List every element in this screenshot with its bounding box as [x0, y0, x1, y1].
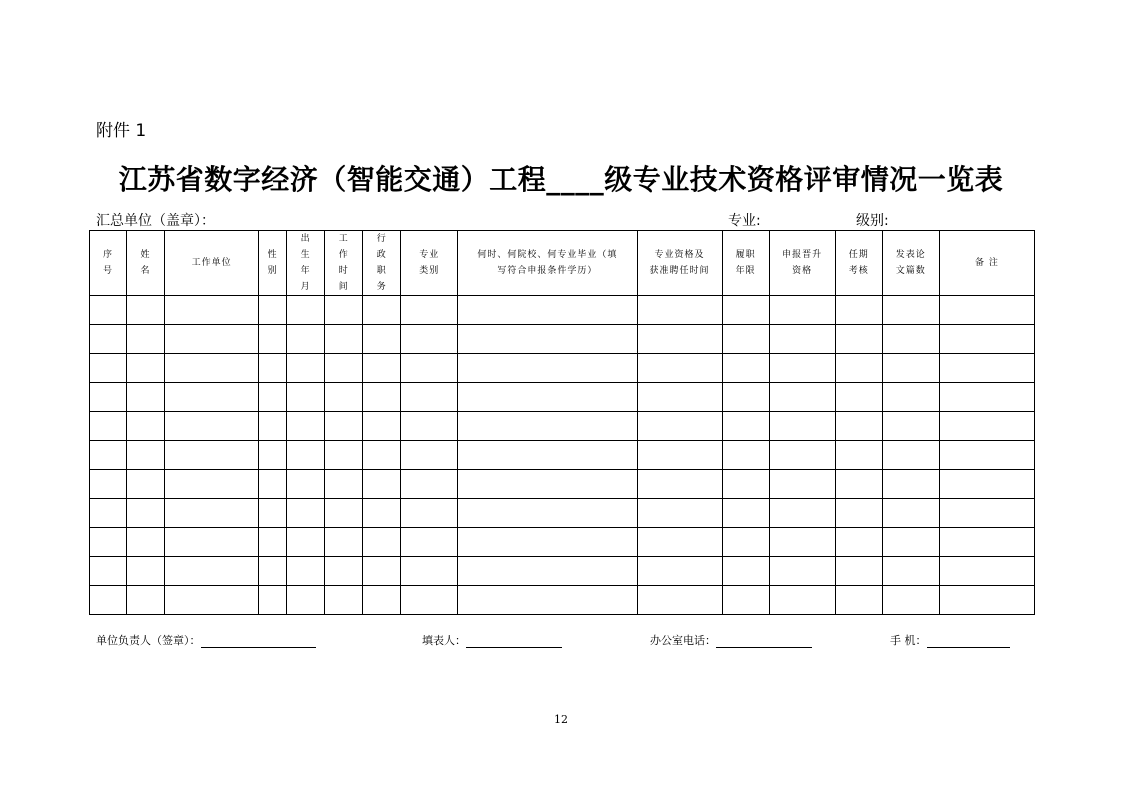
table-cell[interactable]: [165, 528, 259, 557]
table-row: [90, 470, 1035, 499]
table-cell[interactable]: [259, 325, 287, 354]
table-cell[interactable]: [939, 383, 1034, 412]
table-cell[interactable]: [325, 586, 363, 615]
table-cell[interactable]: [259, 586, 287, 615]
table-cell[interactable]: [637, 557, 722, 586]
column-header: 工 作 时 间: [325, 231, 363, 296]
table-cell[interactable]: [401, 557, 458, 586]
form-filler-line[interactable]: [466, 636, 562, 648]
table-cell[interactable]: [939, 325, 1034, 354]
table-row: [90, 325, 1035, 354]
review-summary-table: [89, 230, 1035, 615]
table-cell[interactable]: [325, 296, 363, 325]
table-cell[interactable]: [127, 528, 165, 557]
table-cell[interactable]: [939, 412, 1034, 441]
table-cell[interactable]: [325, 499, 363, 528]
table-cell[interactable]: [363, 325, 401, 354]
mobile-field: [890, 632, 1010, 648]
table-cell[interactable]: [458, 499, 637, 528]
table-cell[interactable]: [769, 296, 835, 325]
table-cell[interactable]: [287, 354, 325, 383]
table-cell[interactable]: [835, 499, 882, 528]
table-cell[interactable]: [769, 586, 835, 615]
table-row: [90, 557, 1035, 586]
table-cell[interactable]: [458, 383, 637, 412]
table-cell[interactable]: [637, 354, 722, 383]
table-cell[interactable]: [835, 296, 882, 325]
column-header: 何时、何院校、何专业毕业（填 写符合申报条件学历）: [458, 231, 637, 296]
table-cell[interactable]: [882, 528, 939, 557]
attachment-label: 附件 1: [96, 121, 147, 141]
table-cell[interactable]: [882, 470, 939, 499]
table-cell[interactable]: [363, 528, 401, 557]
table-row: [90, 354, 1035, 383]
table-cell[interactable]: [835, 557, 882, 586]
table-cell[interactable]: [165, 325, 259, 354]
table-cell[interactable]: [722, 528, 769, 557]
table-cell[interactable]: [325, 557, 363, 586]
table-cell[interactable]: [401, 325, 458, 354]
table-row: [90, 441, 1035, 470]
table-cell[interactable]: [939, 528, 1034, 557]
table-cell[interactable]: [287, 412, 325, 441]
table-cell[interactable]: [401, 441, 458, 470]
column-header: 姓 名: [127, 231, 165, 296]
column-header: 专业资格及 获准聘任时间: [637, 231, 722, 296]
table-cell[interactable]: [939, 354, 1034, 383]
table-cell[interactable]: [165, 586, 259, 615]
table-cell[interactable]: [325, 412, 363, 441]
table-cell[interactable]: [259, 557, 287, 586]
table-row: [90, 528, 1035, 557]
table-cell[interactable]: [259, 470, 287, 499]
column-header: 出 生 年 月: [287, 231, 325, 296]
unit-leader-label: 单位负责人（签章）：: [96, 634, 201, 647]
table-cell[interactable]: [939, 586, 1034, 615]
table-cell[interactable]: [769, 354, 835, 383]
table-cell[interactable]: [458, 412, 637, 441]
table-row: [90, 499, 1035, 528]
table-cell[interactable]: [90, 586, 127, 615]
table-cell[interactable]: [287, 383, 325, 412]
table-cell[interactable]: [127, 499, 165, 528]
column-header: 行 政 职 务: [363, 231, 401, 296]
table-cell[interactable]: [287, 528, 325, 557]
table-cell[interactable]: [259, 528, 287, 557]
table-cell[interactable]: [287, 296, 325, 325]
table-cell[interactable]: [458, 325, 637, 354]
form-filler-label: 填表人：: [422, 634, 466, 647]
table-cell[interactable]: [722, 470, 769, 499]
table-cell[interactable]: [363, 499, 401, 528]
column-header: 发表论 文篇数: [882, 231, 939, 296]
office-phone-line[interactable]: [716, 636, 812, 648]
table-cell[interactable]: [363, 354, 401, 383]
table-cell[interactable]: [165, 412, 259, 441]
table-cell[interactable]: [939, 499, 1034, 528]
column-header: 备 注: [939, 231, 1034, 296]
table-cell[interactable]: [90, 470, 127, 499]
table-cell[interactable]: [363, 296, 401, 325]
table-cell[interactable]: [835, 354, 882, 383]
table-cell[interactable]: [458, 354, 637, 383]
table-cell[interactable]: [165, 499, 259, 528]
table-cell[interactable]: [769, 528, 835, 557]
table-cell[interactable]: [458, 528, 637, 557]
major-label: 专业:: [728, 213, 761, 229]
table-cell[interactable]: [363, 412, 401, 441]
table-cell[interactable]: [637, 499, 722, 528]
table-cell[interactable]: [882, 296, 939, 325]
table-cell[interactable]: [835, 441, 882, 470]
table-cell[interactable]: [90, 325, 127, 354]
table-cell[interactable]: [769, 470, 835, 499]
table-cell[interactable]: [90, 354, 127, 383]
table-cell[interactable]: [769, 325, 835, 354]
table-cell[interactable]: [90, 528, 127, 557]
table-cell[interactable]: [769, 441, 835, 470]
table-cell[interactable]: [835, 586, 882, 615]
table-cell[interactable]: [259, 354, 287, 383]
table-cell[interactable]: [458, 296, 637, 325]
table-cell[interactable]: [90, 499, 127, 528]
table-cell[interactable]: [401, 586, 458, 615]
table-header-row: [90, 231, 1035, 296]
table-cell[interactable]: [835, 528, 882, 557]
table-cell[interactable]: [259, 412, 287, 441]
table-row: [90, 586, 1035, 615]
table-cell[interactable]: [637, 412, 722, 441]
table-cell[interactable]: [401, 354, 458, 383]
table-cell[interactable]: [127, 470, 165, 499]
table-cell[interactable]: [637, 586, 722, 615]
table-cell[interactable]: [835, 383, 882, 412]
table-cell[interactable]: [127, 586, 165, 615]
table-cell[interactable]: [769, 412, 835, 441]
table-row: [90, 412, 1035, 441]
table-cell[interactable]: [363, 441, 401, 470]
table-cell[interactable]: [127, 354, 165, 383]
table-cell[interactable]: [363, 470, 401, 499]
table-cell[interactable]: [325, 441, 363, 470]
table-cell[interactable]: [882, 499, 939, 528]
table-cell[interactable]: [722, 412, 769, 441]
table-cell[interactable]: [287, 441, 325, 470]
table-cell[interactable]: [259, 296, 287, 325]
table-cell[interactable]: [363, 383, 401, 412]
column-header: 序 号: [90, 231, 127, 296]
table-cell[interactable]: [882, 557, 939, 586]
office-phone-field: [650, 632, 812, 648]
table-cell[interactable]: [722, 325, 769, 354]
summary-unit-label: 汇总单位（盖章）：: [96, 213, 215, 229]
table-cell[interactable]: [939, 470, 1034, 499]
column-header: 申报晋升 资格: [769, 231, 835, 296]
column-header: 专业 类别: [401, 231, 458, 296]
table-cell[interactable]: [259, 441, 287, 470]
table-cell[interactable]: [165, 296, 259, 325]
table-cell[interactable]: [401, 412, 458, 441]
table-cell[interactable]: [769, 499, 835, 528]
table-cell[interactable]: [882, 412, 939, 441]
unit-leader-signature-line[interactable]: [201, 636, 316, 648]
table-cell[interactable]: [401, 470, 458, 499]
table-cell[interactable]: [165, 470, 259, 499]
table-cell[interactable]: [165, 354, 259, 383]
table-cell[interactable]: [90, 557, 127, 586]
table-cell[interactable]: [882, 441, 939, 470]
table-cell[interactable]: [835, 325, 882, 354]
table-cell[interactable]: [939, 441, 1034, 470]
table-cell[interactable]: [127, 441, 165, 470]
table-cell[interactable]: [90, 441, 127, 470]
mobile-label: 手 机：: [890, 634, 927, 647]
table-cell[interactable]: [287, 557, 325, 586]
table-cell[interactable]: [722, 354, 769, 383]
table-cell[interactable]: [722, 499, 769, 528]
table-cell[interactable]: [458, 586, 637, 615]
table-cell[interactable]: [287, 586, 325, 615]
table-cell[interactable]: [165, 557, 259, 586]
column-header: 工作单位: [165, 231, 259, 296]
table-cell[interactable]: [939, 296, 1034, 325]
page-number: 12: [554, 713, 568, 726]
form-filler-field: [422, 632, 562, 648]
table-cell[interactable]: [722, 441, 769, 470]
table-cell[interactable]: [287, 499, 325, 528]
table-cell[interactable]: [90, 296, 127, 325]
table-cell[interactable]: [722, 383, 769, 412]
table-cell[interactable]: [401, 499, 458, 528]
column-header: 任期 考核: [835, 231, 882, 296]
table-row: [90, 383, 1035, 412]
level-label: 级别:: [856, 213, 889, 229]
table-cell[interactable]: [90, 383, 127, 412]
table-cell[interactable]: [325, 470, 363, 499]
table-cell[interactable]: [127, 383, 165, 412]
table-cell[interactable]: [637, 528, 722, 557]
table-cell[interactable]: [165, 441, 259, 470]
table-cell[interactable]: [769, 383, 835, 412]
table-cell[interactable]: [835, 470, 882, 499]
table-row: [90, 296, 1035, 325]
table-cell[interactable]: [882, 586, 939, 615]
table-cell[interactable]: [401, 528, 458, 557]
table-cell[interactable]: [127, 296, 165, 325]
table-cell[interactable]: [722, 557, 769, 586]
table-cell[interactable]: [722, 586, 769, 615]
office-phone-label: 办公室电话：: [650, 634, 716, 647]
table-cell[interactable]: [637, 383, 722, 412]
table-cell[interactable]: [637, 325, 722, 354]
table-cell[interactable]: [458, 470, 637, 499]
table-cell[interactable]: [127, 412, 165, 441]
table-cell[interactable]: [90, 412, 127, 441]
document-title: 江苏省数字经济（智能交通）工程____级专业技术资格评审情况一览表: [118, 163, 1004, 196]
column-header: 性 别: [259, 231, 287, 296]
table-cell[interactable]: [637, 470, 722, 499]
table-cell[interactable]: [287, 325, 325, 354]
table-cell[interactable]: [363, 586, 401, 615]
table-cell[interactable]: [325, 383, 363, 412]
table-cell[interactable]: [259, 383, 287, 412]
table-cell[interactable]: [325, 354, 363, 383]
table-cell[interactable]: [769, 557, 835, 586]
column-header: 履职 年限: [722, 231, 769, 296]
table-cell[interactable]: [127, 557, 165, 586]
table-cell[interactable]: [458, 557, 637, 586]
table-cell[interactable]: [401, 383, 458, 412]
table-cell[interactable]: [363, 557, 401, 586]
table-cell[interactable]: [882, 383, 939, 412]
table-cell[interactable]: [325, 325, 363, 354]
unit-leader-field: [96, 632, 316, 648]
table-cell[interactable]: [259, 499, 287, 528]
table-cell[interactable]: [882, 325, 939, 354]
table-cell[interactable]: [458, 441, 637, 470]
table-body: [90, 296, 1035, 615]
table-cell[interactable]: [401, 296, 458, 325]
table-cell[interactable]: [287, 470, 325, 499]
table-cell[interactable]: [165, 383, 259, 412]
table-cell[interactable]: [637, 441, 722, 470]
table-cell[interactable]: [325, 528, 363, 557]
table-cell[interactable]: [637, 296, 722, 325]
table-cell[interactable]: [939, 557, 1034, 586]
table-cell[interactable]: [127, 325, 165, 354]
mobile-line[interactable]: [927, 636, 1010, 648]
table-cell[interactable]: [722, 296, 769, 325]
table-cell[interactable]: [835, 412, 882, 441]
table-cell[interactable]: [882, 354, 939, 383]
